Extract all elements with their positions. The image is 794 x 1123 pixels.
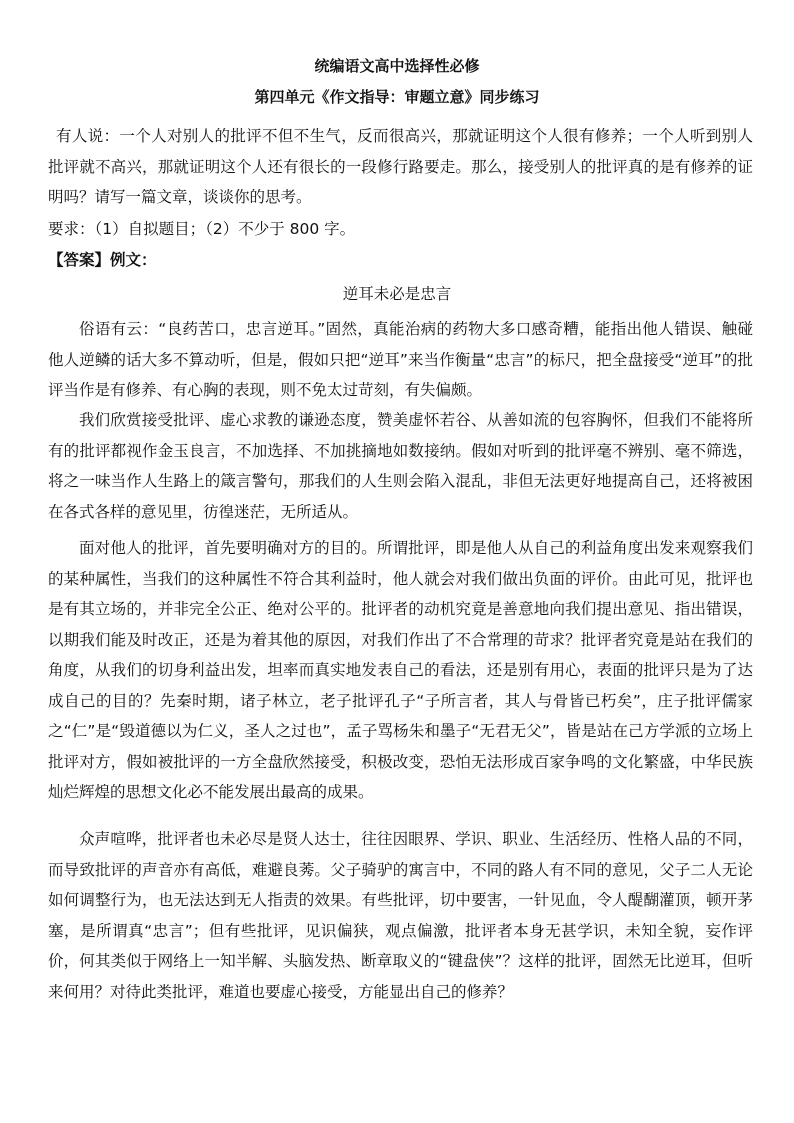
requirements: 要求：（1）自拟题目；（2）不少于 800 字。	[48, 220, 356, 238]
essay-title: 逆耳未必是忠言	[342, 285, 452, 303]
essay-paragraph: 我们欣赏接受批评、虚心求教的谦逊态度，赞美虚怀若谷、从善如流的包容胸怀，但我们不能将所有的批评都视作金玉良言，不加选择、不加挑摘地如数接纳。假如对听到的批评毫不辨别、毫不筛选，将之一味当作人生路上的箴言警句，那我们的人生则会陷入混乱，非但无法更好地提高自己，还将被困在各式各样的意见里，彷徨迷茫，无所适从。	[48, 411, 753, 521]
answer-label: 【答案】例文：	[48, 251, 157, 269]
essay-prompt: 有人说：一个人对别人的批评不但不生气，反而很高兴，那就证明这个人很有修养；一个人听到别人批评就不高兴，那就证明这个人还有很长的一段修行路要走。那么，接受别人的批评真的是有修养的证明吗？请写一篇文章，谈谈你的思考。	[48, 127, 753, 206]
document-title: 统编语文高中选择性必修	[314, 57, 480, 75]
essay-paragraph: 面对他人的批评，首先要明确对方的目的。所谓批评，即是他人从自己的利益角度出发来观察我们的某种属性，当我们的这种属性不符合其利益时，他人就会对我们做出负面的评价。由此可见，批评也是有其立场的，并非完全公正、绝对公平的。批评者的动机究竟是善意地向我们提出意见、指出错误，以期我们能及时改正，还是为着其他的原因，对我们作出了不合常理的苛求？批评者究竟是站在我们的角度，从我们的切身利益出发，坦率而真实地发表自己的看法，还是别有用心，表面的批评只是为了达成自己的目的？先秦时期，诸子林立，老子批评孔子“子所言者，其人与骨皆已朽矣”，庄子批评儒家之“仁”是“毁道德以为仁义，圣人之过也”，孟子骂杨朱和墨子“无君无父”，皆是站在己方学派的立场上批评对方，假如被批评的一方全盘欣然接受，积极改变，恐怕无法形成百家争鸣的文化繁盛，中华民族灿烂辉煌的思想文化必不能发展出最高的成果。	[48, 539, 753, 801]
essay-paragraph: 众声喧哗，批评者也未必尽是贤人达士，往往因眼界、学识、职业、生活经历、性格人品的不同，而导致批评的声音亦有高低，难避良莠。父子骑驴的寓言中，不同的路人有不同的意见，父子二人无论如何调整行为，也无法达到无人指责的效果。有些批评，切中要害，一针见血，令人醍醐灌顶，顿开茅塞，是所谓真“忠言”；但有些批评，见识偏狭，观点偏激，批评者本身无甚学识，未知全貌，妄作评价，何其类似于网络上一知半解、头脑发热、断章取义的“键盘侠”？这样的批评，固然无比逆耳，但听来何用？对待此类批评，难道也要虚心接受，方能显出自己的修养？	[48, 830, 753, 1001]
essay-paragraph: 俗语有云：“良药苦口，忠言逆耳。”固然，真能治病的药物大多口感奇糟，能指出他人错误、触碰他人逆鳞的话大多不算动听，但是，假如只把“逆耳”来当作衡量“忠言”的标尺，把全盘接受“逆耳”的批评当作是有修养、有心胸的表现，则不免太过苛刻，有失偏颇。	[48, 320, 753, 399]
document-subtitle: 第四单元《作文指导：审题立意》同步练习	[254, 88, 540, 106]
